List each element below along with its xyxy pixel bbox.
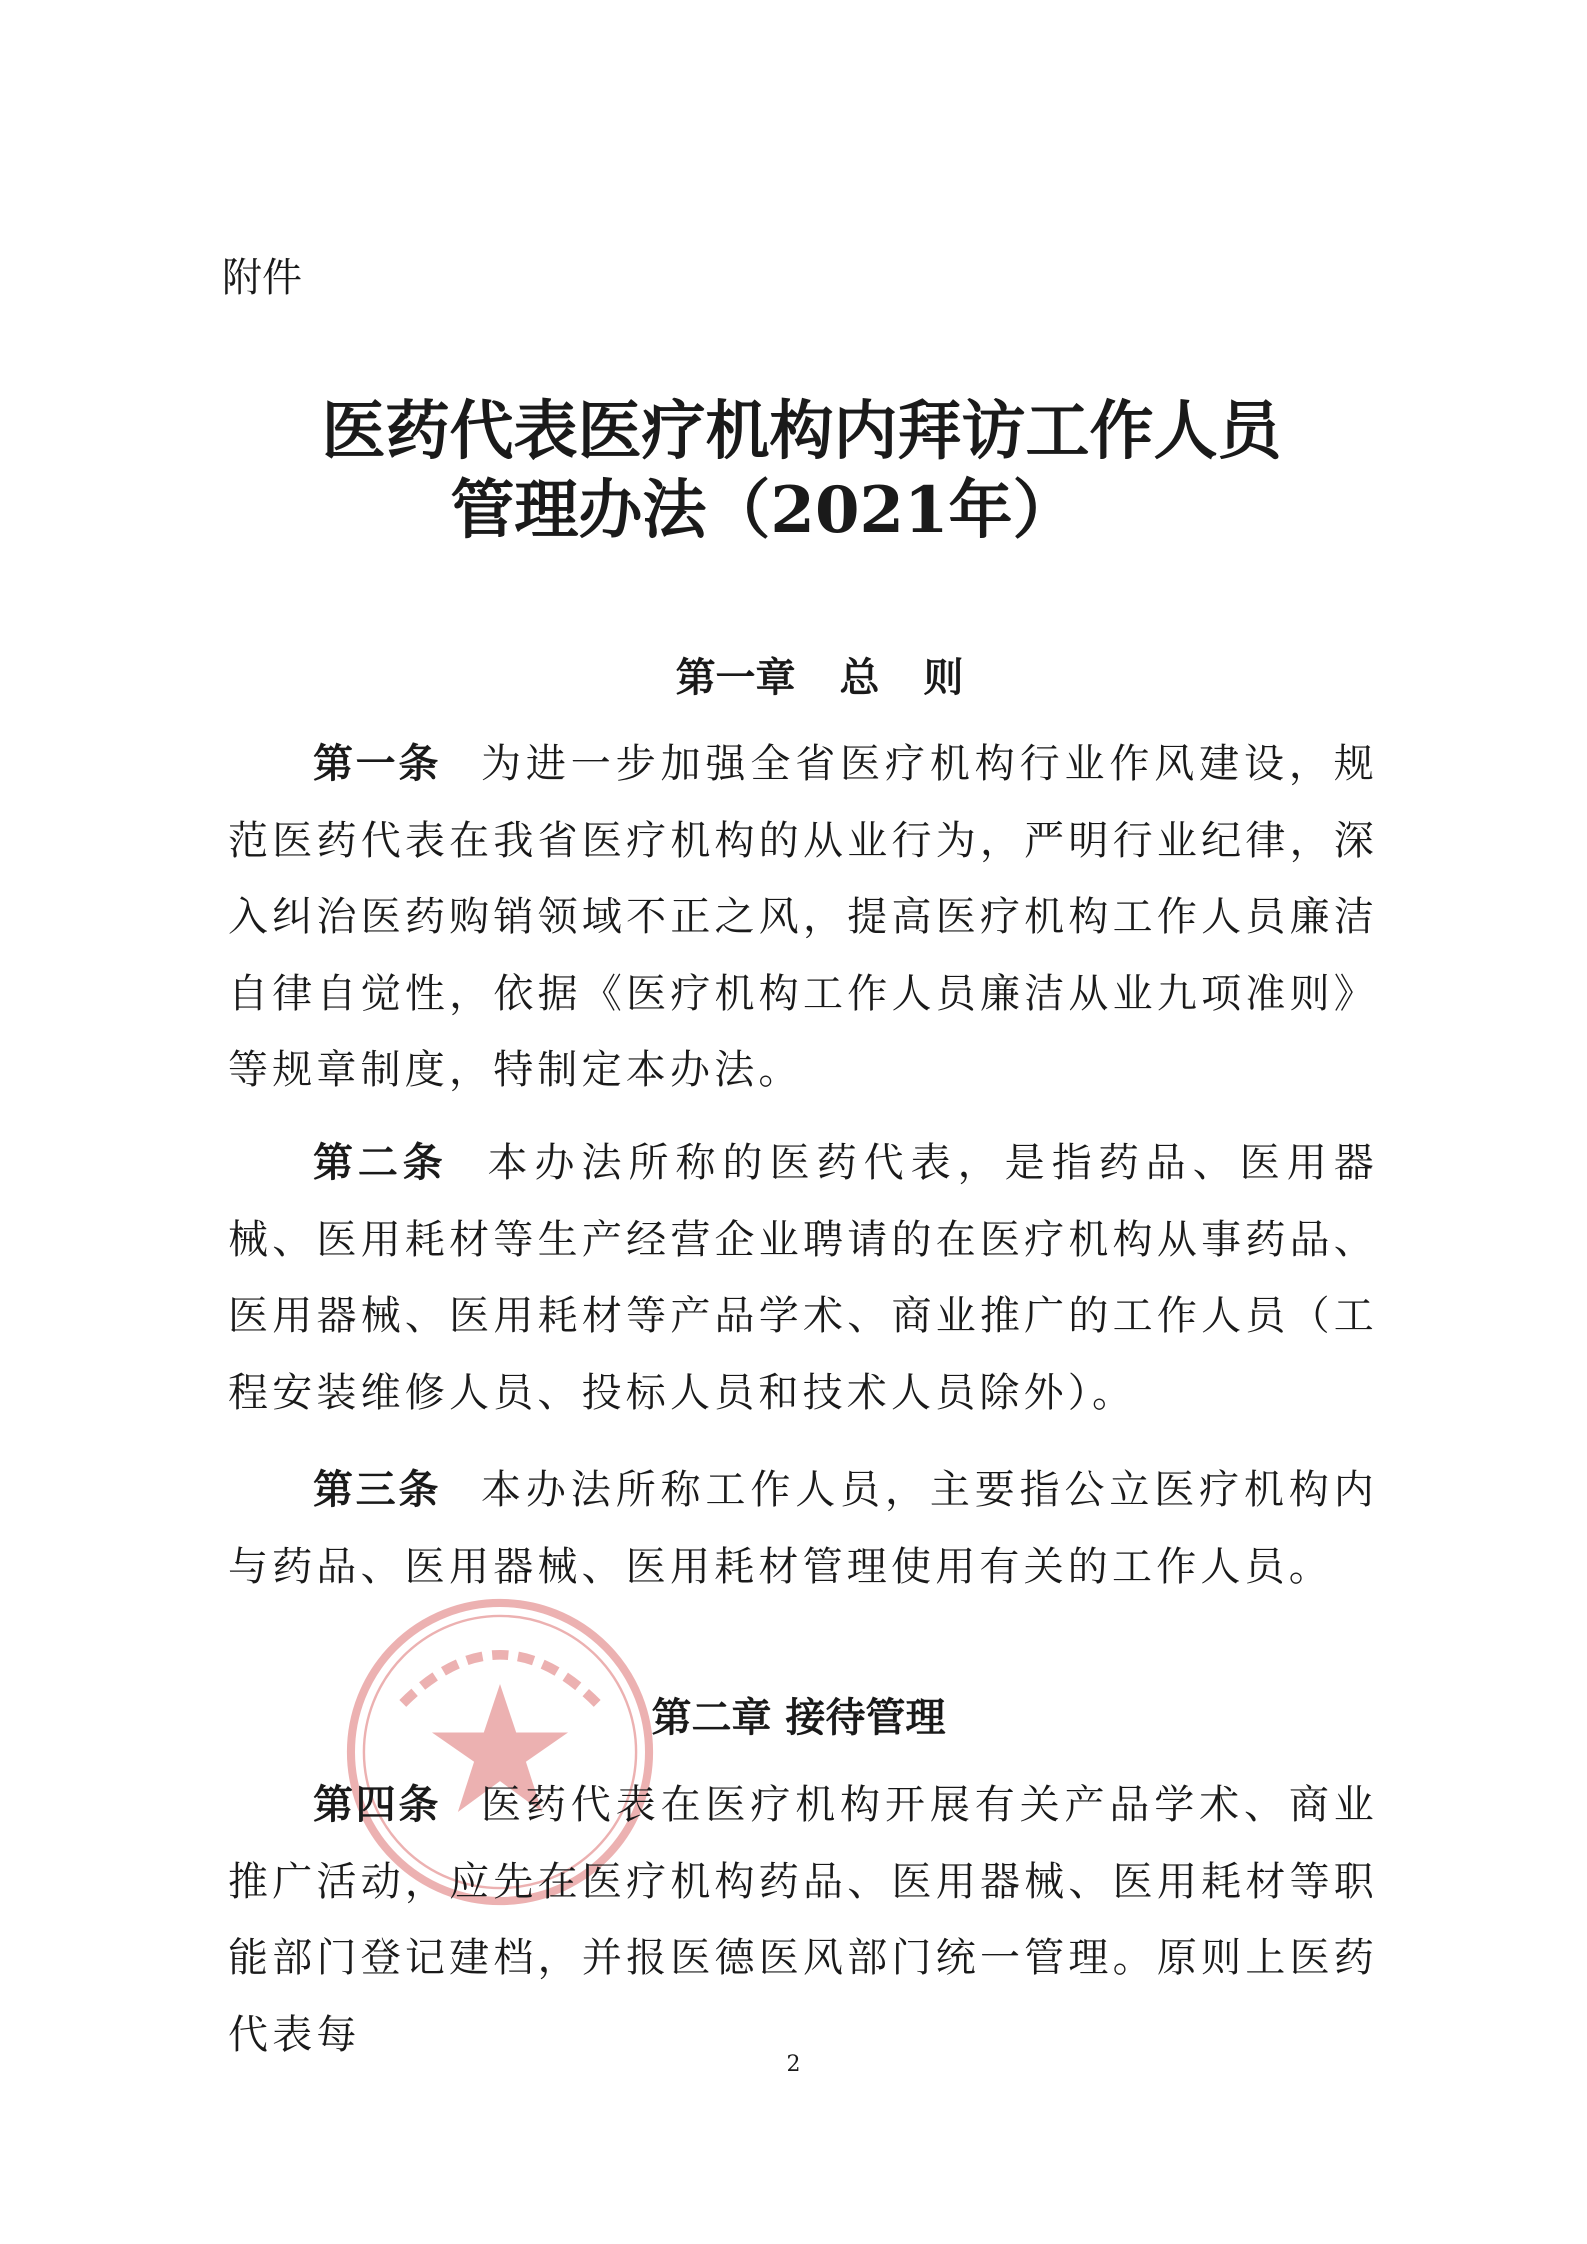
article-3 — [228, 1452, 1378, 1605]
document-title-line-1: 医药代表医疗机构内拜访工作人员 — [321, 394, 1282, 469]
annex-label: 附件 — [222, 255, 302, 301]
article-2 — [228, 1125, 1378, 1431]
article-1-label: 第一条 — [313, 741, 442, 787]
article-3-text: 本办法所称工作人员，主要指公立医疗机构内与药品、医用器械、医用耗材管理使用有关的工作人员。 — [228, 1467, 1379, 1590]
article-4-text: 医药代表在医疗机构开展有关产品学术、商业推广活动，应先在医疗机构药品、医用器械、医用耗材等职能部门登记建档，并报医德医风部门统一管理。原则上医药代表每 — [228, 1782, 1379, 2058]
article-1 — [228, 726, 1378, 1109]
article-3-label: 第三条 — [313, 1467, 442, 1513]
article-4 — [228, 1767, 1378, 2073]
article-1-text: 为进一步加强全省医疗机构行业作风建设，规范医药代表在我省医疗机构的从业行为，严明行业纪律，深入纠治医药购销领域不正之风，提高医疗机构工作人员廉洁自律自觉性，依据《医疗机构工作人员廉洁从业九项准则》等规章制度，特制定本办法。 — [228, 741, 1379, 1094]
article-2-label: 第二条 — [313, 1140, 448, 1186]
chapter-2-heading: 第二章 接待管理 — [651, 1695, 946, 1741]
chapter-1-heading: 第一章 总 则 — [675, 655, 964, 701]
article-2-text: 本办法所称的医药代表，是指药品、医用器械、医用耗材等生产经营企业聘请的在医疗机构从事药品、医用器械、医用耗材等产品学术、商业推广的工作人员（工程安装维修人员、投标人员和技术人员除外）。 — [228, 1140, 1379, 1416]
page-number: 2 — [786, 2052, 801, 2077]
document-title-line-2: 管理办法（2021年） — [450, 473, 1077, 548]
article-4-label: 第四条 — [313, 1782, 442, 1828]
